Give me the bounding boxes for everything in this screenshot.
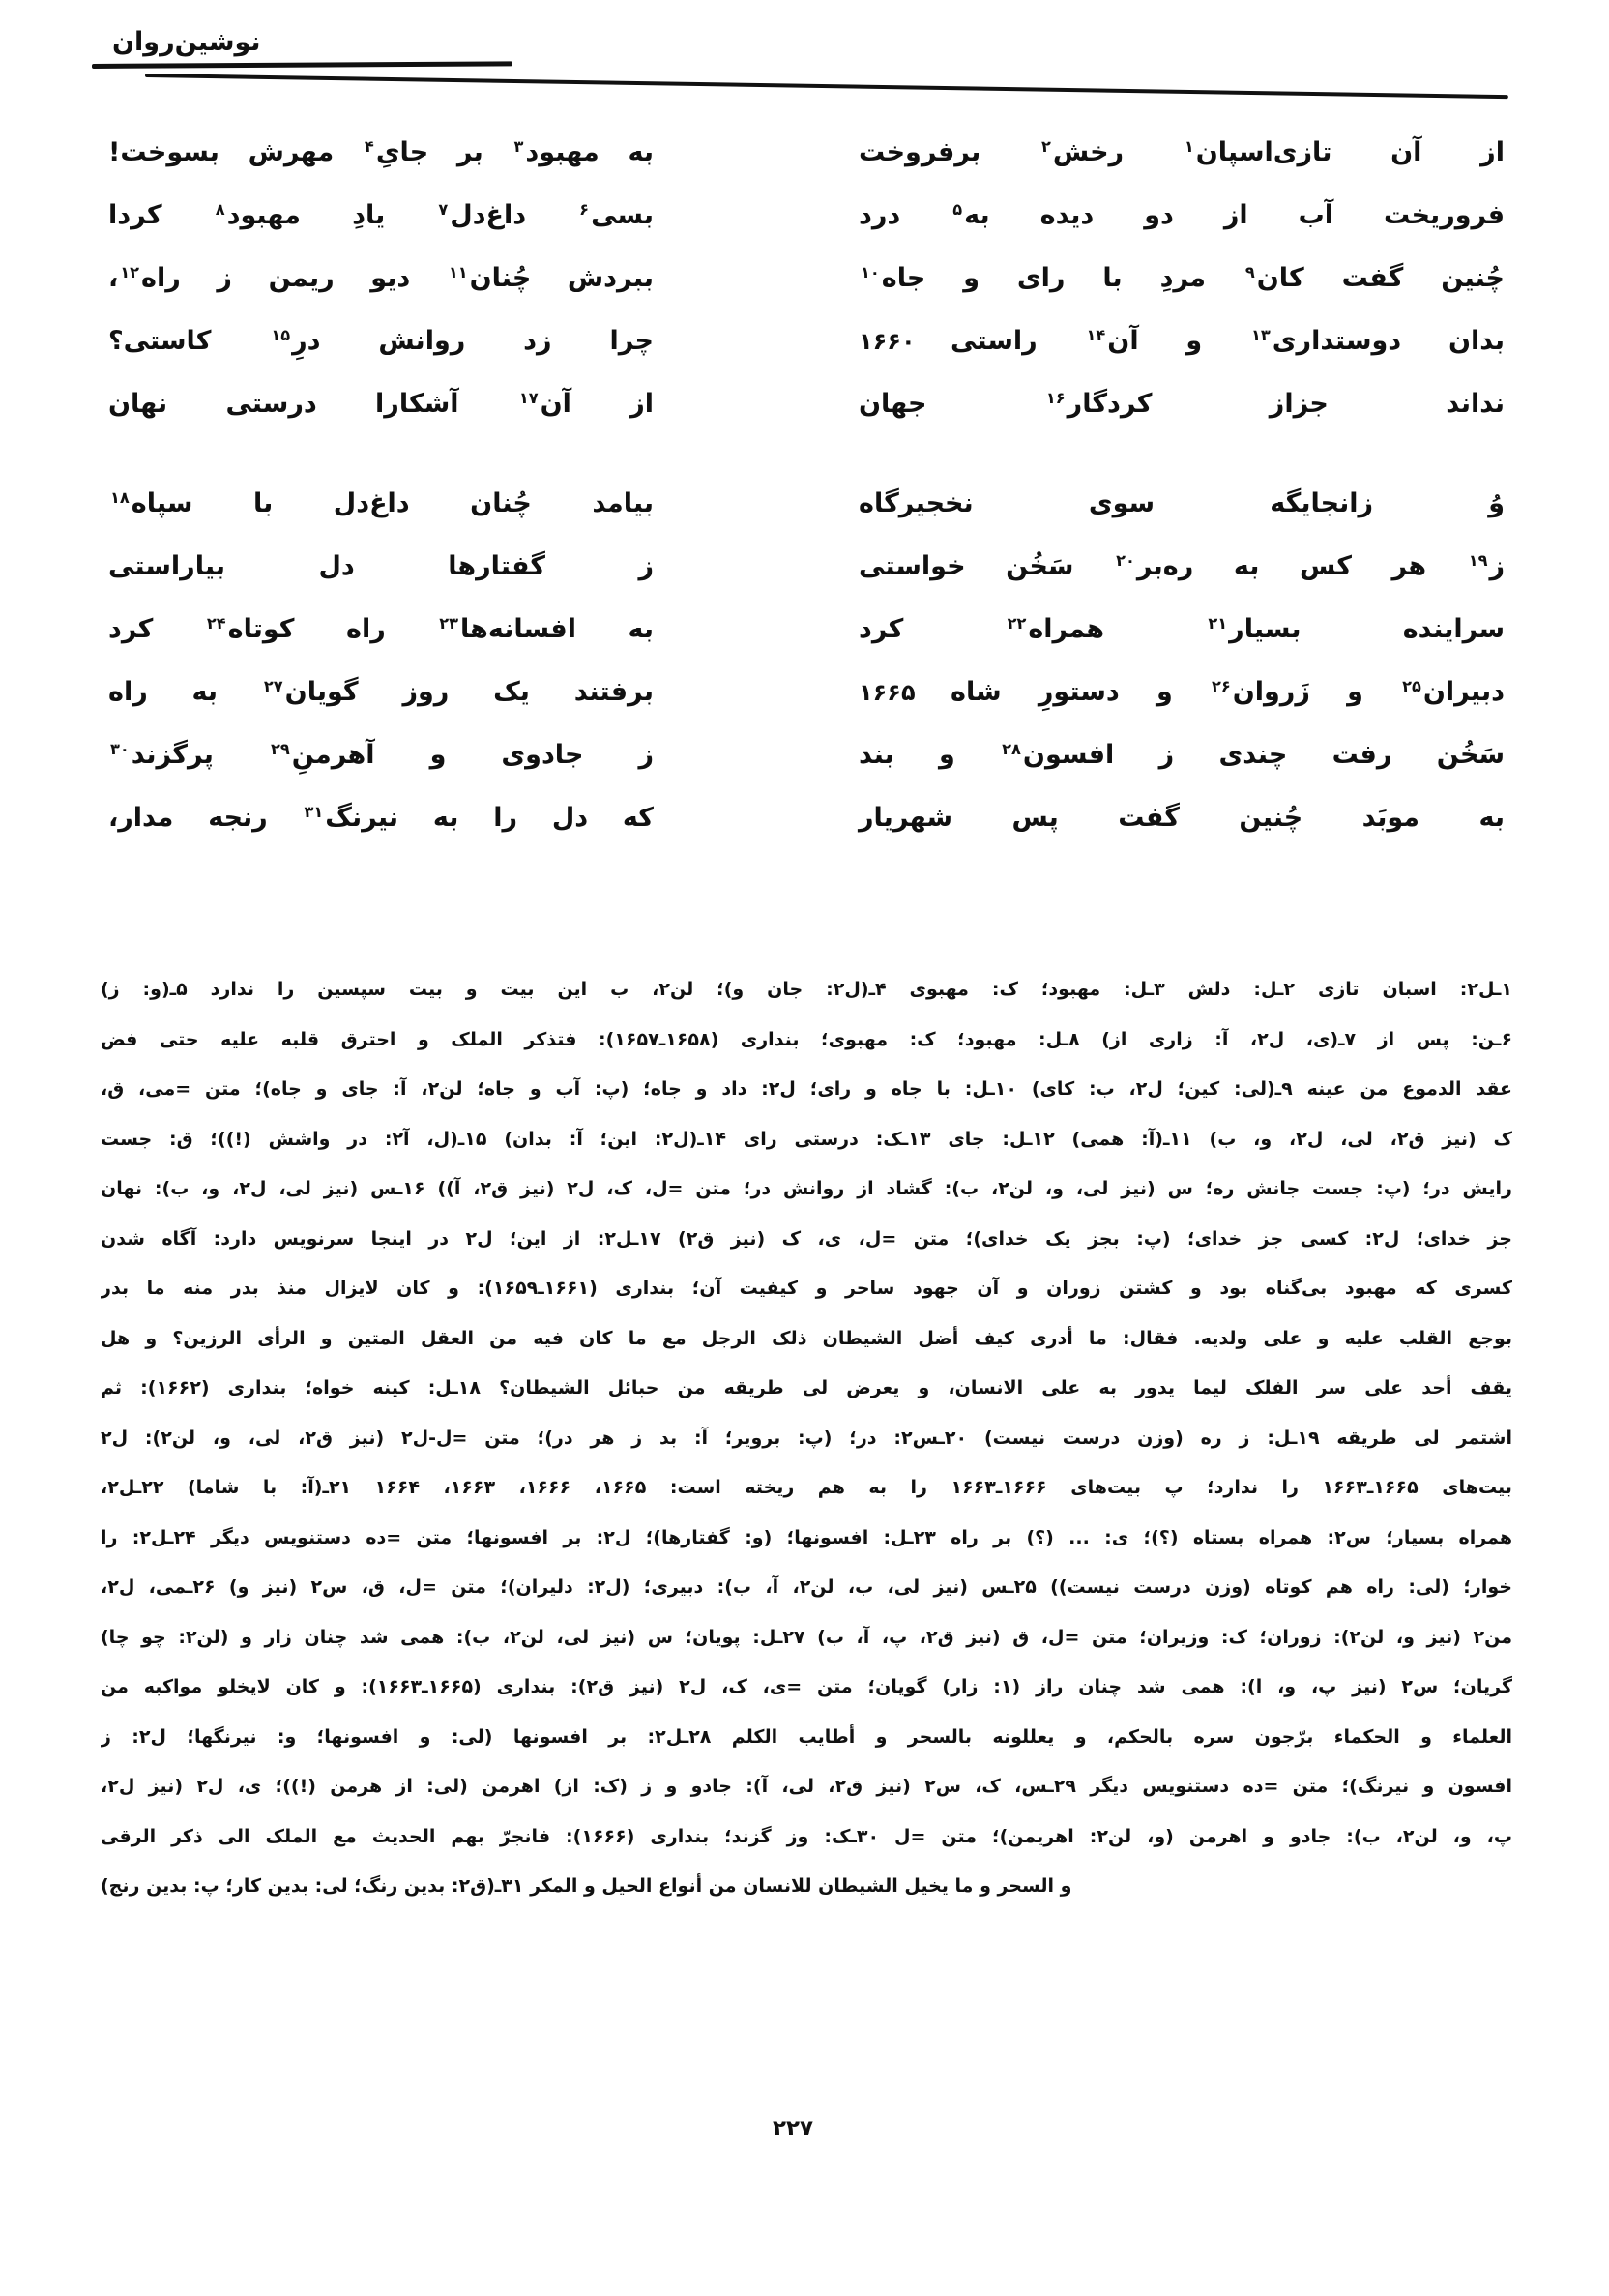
verse-number: ۱۶۶۵ bbox=[859, 679, 916, 706]
hemistich-left-text: به مهبود$^۳$ بر جایِ$^۴$ مهرش بسوخت! bbox=[108, 137, 654, 167]
footnote-line: و السحر و ما یخیل الشیطان للانسان من أنواع الحیل و المکر ۳۱ـ(ق۲: بدین رنگ؛ لی: بدین کار؛ پ: بدین رنج) bbox=[101, 1875, 1072, 1897]
page-title: نوشین‌روان bbox=[112, 27, 261, 57]
verse-number: ۱۶۶۰ bbox=[859, 328, 916, 355]
hemistich-left bbox=[108, 726, 654, 787]
hemistich-left bbox=[108, 250, 654, 310]
couplet bbox=[0, 601, 1609, 663]
footnote-line: کسری که مهبود بی‌گناه بود و کشتن زوران و آن جهود ساحر و کیفیت آن؛ بنداری (۱۶۶۱ـ۱۶۵۹): و کان لایزال منذ بدر منه ما بدر bbox=[101, 1278, 1512, 1299]
hemistich-left-text: ز جادوی و آهرمنِ$^{۲۹}$ پرگزند$^{۳۰}$ bbox=[110, 740, 654, 770]
hemistich-right bbox=[859, 375, 1505, 436]
hemistich-right-text: بدان دوستداری$^{۱۳}$ و آن$^{۱۴}$ راستی bbox=[951, 326, 1505, 356]
hemistich-left-text: چرا زد روانش درِ$^{۱۵}$ کاستی؟ bbox=[108, 326, 654, 356]
hemistich-left-text: به افسانه‌ها$^{۲۳}$ راه کوتاه$^{۲۴}$ کرد bbox=[108, 614, 654, 644]
hemistich-left-text: ببردش چُنان$^{۱۱}$ دیو ریمن ز راه$^{۱۲}$، bbox=[108, 263, 654, 293]
hemistich-left bbox=[108, 187, 654, 248]
hemistich-left bbox=[108, 375, 654, 436]
couplet bbox=[0, 187, 1609, 250]
hemistich-right bbox=[859, 187, 1505, 248]
hemistich-right bbox=[859, 250, 1505, 310]
couplet bbox=[0, 312, 1609, 375]
footnote-line: ۱ـل۲: اسبان تازی ۲ـل: دلش ۳ـل: مهبود؛ ک: مهبوی ۴ـ(ل۲: جان و)؛ لن۲، ب این بیت و بیت سپسین را ندارد ۵ـ(و: ز) bbox=[101, 979, 1512, 1000]
hemistich-right-text: از آن تازی‌اسپان$^۱$ رخش$^۲$ برفروخت bbox=[859, 137, 1505, 167]
hemistich-right bbox=[859, 312, 1505, 373]
hemistich-right-text: چُنین گفت کان$^۹$ مردِ با رای و جاه$^{۱۰}$ bbox=[861, 263, 1506, 293]
couplet bbox=[0, 124, 1609, 187]
hemistich-right-text: سراینده بسیار$^{۲۱}$ همراه$^{۲۲}$ کرد bbox=[859, 614, 1505, 644]
footnote-line: ۶ـن: پس از ۷ـ(ی، ل۲، آ: زاری از) ۸ـل: مهبود؛ ک: مهبوی؛ بنداری (۱۶۵۸ـ۱۶۵۷): فتذکر الملک و احترق قلبه علیه حتی فض bbox=[101, 1028, 1512, 1050]
hemistich-right-text: دبیران$^{۲۵}$ و زَروان$^{۲۶}$ و دستورِ شاه bbox=[951, 677, 1505, 707]
header-rule-short bbox=[92, 61, 512, 69]
hemistich-left bbox=[108, 538, 654, 596]
couplet bbox=[0, 789, 1609, 852]
hemistich-right-text: به موبَد چُنین گفت پس شهریار bbox=[859, 803, 1505, 833]
footnote-line: رایش در؛ (پ: جست جانش ره؛ س (نیز لی، و، لن۲، ب): گشاد از روانش در؛ متن =ل، ک، ل۲ (نیز ق۲، آ)) ۱۶ـس (نیز لی، ل۲، و، ب): نهان bbox=[101, 1178, 1512, 1199]
page-number: ۲۲۷ bbox=[772, 2116, 814, 2141]
hemistich-right bbox=[859, 663, 1505, 724]
stanza bbox=[0, 124, 1609, 438]
footnote-line: بوجع القلب علیه و علی ولدیه. فقال: ما أدری کیف أضل الشیطان ذلک الرجل مع ما کان فیه من العقل المتین و الرأی الرزین؟ و هل bbox=[101, 1327, 1512, 1349]
footnote-line: بیت‌های ۱۶۶۵ـ۱۶۶۳ را ندارد؛ پ بیت‌های ۱۶۶۶ـ۱۶۶۳ را به هم ریخته است: ۱۶۶۵، ۱۶۶۶، ۱۶۶۳، ۱۶۶۴ ۲۱ـ(آ: با شاما) ۲۲ـل۲، bbox=[101, 1477, 1512, 1498]
hemistich-right-text: فروریخت آب از دو دیده به$^۵$ درد bbox=[859, 200, 1505, 230]
hemistich-left-text: ز گفتارها دل بیاراستی bbox=[108, 551, 654, 581]
hemistich-left-text: بیامد چُنان داغ‌دل با سپاه$^{۱۸}$ bbox=[110, 488, 654, 518]
footnote-line: خوار؛ (لی: راه هم کوتاه (وزن درست نیست)) ۲۵ـس (نیز لی، ب، لن۲، آ، ب): دبیری؛ (ل۲: دلیران)؛ متن =ل، ق، س۲ (نیز و) ۲۶ـمی، ل۲، bbox=[101, 1576, 1512, 1598]
footnote-line: جز خدای؛ ل۲: کسی جز خدای؛ (پ: بجز یک خدای)؛ متن =ل، ی، ک (نیز ق۲) ۱۷ـل۲: از این؛ ل۲ در اینجا سرنویس دارد: آگاه شدن bbox=[101, 1227, 1512, 1250]
footnotes-section bbox=[101, 965, 1512, 1912]
hemistich-right-text: ز$^{۱۹}$ هر کس به ره‌بر$^{۲۰}$ سَخُن خواستی bbox=[859, 551, 1505, 581]
footnote-line: یقف أحد علی سر الفلک لیما یدور به علی الانسان، و یعرض لی طریقه من حبائل الشیطان؟ ۱۸ـل: کینه خواه؛ بنداری (۱۶۶۲): ثم bbox=[101, 1377, 1512, 1398]
couplet bbox=[0, 250, 1609, 312]
footnote-line: همراه بسیار؛ س۲: همراه بستاه (؟)؛ ی: ... (؟) بر راه ۲۳ـل: افسونها؛ (و: گفتارها)؛ ل۲: بر افسونها؛ متن =ده دستنویس دیگر ۲۴ـل۲: را bbox=[101, 1526, 1512, 1548]
hemistich-left bbox=[108, 124, 654, 185]
footnote-line: ک (نیز ق۲، لی، ل۲، و، ب) ۱۱ـ(آ: همی) ۱۲ـل: جای ۱۳ـک: درستی رای ۱۴ـ(ل۲: این؛ آ: بدان) ۱۵ـ(ل، آ۲: در واشش (!))؛ ق: جست bbox=[101, 1128, 1512, 1150]
couplet bbox=[0, 663, 1609, 726]
couplet bbox=[0, 375, 1609, 438]
hemistich-right-text: نداند جزاز کردگار$^{۱۶}$ جهان bbox=[859, 389, 1505, 419]
hemistich-right bbox=[859, 601, 1505, 662]
hemistich-right bbox=[859, 124, 1505, 185]
hemistich-right bbox=[859, 538, 1505, 599]
hemistich-right-text: سَخُن رفت چندی ز افسون$^{۲۸}$ و بند bbox=[859, 740, 1505, 770]
hemistich-right bbox=[859, 726, 1505, 787]
hemistich-left bbox=[108, 663, 654, 724]
hemistich-left-text: برفتند یک روز گویان$^{۲۷}$ به راه bbox=[108, 677, 654, 707]
poem-section bbox=[0, 124, 1609, 852]
hemistich-left-text: بسی$^۶$ داغ‌دل$^۷$ یادِ مهبود$^۸$ کردا bbox=[108, 200, 654, 230]
stanza bbox=[0, 475, 1609, 852]
footnote-line: گریان؛ س۲ (نیز پ، و، ا): همی شد چنان راز (۱: زار) گویان؛ متن =ی، ک، ل۲ (نیز ق۲): بنداری (۱۶۶۵ـ۱۶۶۳): و کان لایخلو مواکبه من bbox=[101, 1676, 1512, 1697]
footnote-line: من۲ (نیز و، لن۲): زوران؛ ک: وزیران؛ متن =ل، ق (نیز ق۲، پ، آ، ب) ۲۷ـل: پویان؛ س (نیز لی، لن۲، ب): همی شد چنان زار و (لن۲: چو چا) bbox=[101, 1626, 1512, 1648]
footnote-line: پ، و، لن۲، ب): جادو و اهرمن (و، لن۲: اهریمن)؛ متن =ل ۳۰ـک: وز گزند؛ بنداری (۱۶۶۶): فانجرّ بهم الحدیث مع الملک الی ذکر الرقی bbox=[101, 1825, 1512, 1847]
hemistich-left bbox=[108, 789, 654, 850]
hemistich-right bbox=[859, 475, 1505, 533]
footnote-line: العلماء و الحکماء برّجون سره بالحکم، و یعللونه بالسحر و أطایب الکلم ۲۸ـل۲: بر افسونها (لی: و افسونها؛ و: نیرنگها؛ ل۲: ز bbox=[101, 1725, 1512, 1748]
footnote-line: اشتمر لی طریقه ۱۹ـل: ز ره (وزن درست نیست) ۲۰ـس۲: در؛ (پ: برویر؛ آ: بد ز هر در)؛ متن =ل-ل۲ (نیز ق۲، لی، و، لن۲): ل۲ bbox=[101, 1427, 1512, 1449]
hemistich-left bbox=[108, 475, 654, 536]
hemistich-right-text: وُ زانجایگه سوی نخجیرگاه bbox=[859, 488, 1505, 518]
couplet bbox=[0, 726, 1609, 789]
hemistich-right bbox=[859, 789, 1505, 847]
footnote-line: افسون و نیرنگ)؛ متن =ده دستنویس دیگر ۲۹ـس، ک، س۲ (نیز ق۲، لی، آ): جادو و ز (ک: از) اهرمن (لی: از هرمن (!))؛ ی، ل۲ (نیز ل۲، bbox=[101, 1776, 1512, 1797]
hemistich-left-text: از آن$^{۱۷}$ آشکارا درستی نهان bbox=[108, 389, 654, 419]
hemistich-left-text: که دل را به نیرنگ$^{۳۱}$ رنجه مدار، bbox=[108, 803, 654, 833]
couplet bbox=[0, 538, 1609, 601]
hemistich-left bbox=[108, 312, 654, 373]
couplet bbox=[0, 475, 1609, 538]
footnote-line: عقد الدموع من عینه ۹ـ(لی: کین؛ ل۲، ب: کای) ۱۰ـل: با جاه و رای؛ ل۲: داد و جاه؛ (پ: آب و جاه؛ لن۲، آ: جای و جاه)؛ متن =می، ق، bbox=[101, 1078, 1512, 1100]
header-rule-long bbox=[145, 74, 1508, 99]
hemistich-left bbox=[108, 601, 654, 662]
